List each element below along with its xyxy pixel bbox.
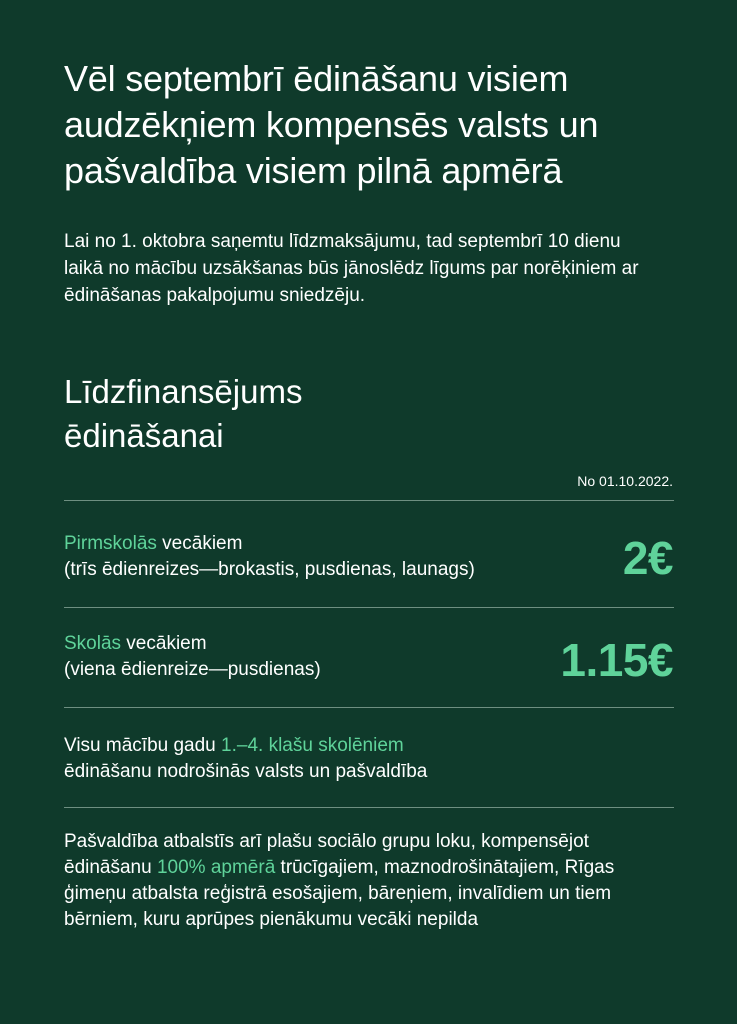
section-title: [64, 370, 564, 458]
section-title-line1: Līdzfinansējums: [64, 373, 303, 410]
state-paid-note: [64, 733, 674, 785]
social-suffix: trūcīgajiem, maznodrošinātajiem, Rīgas ģimeņu atbalsta reģistrā esošajiem, bāreņiem, invalīdiem un tiem bērniem, kuru aprūpes pienākumu vecāki nepilda: [64, 857, 615, 930]
school-detail: (viena ēdienreize—pusdienas): [64, 659, 321, 680]
divider: [64, 807, 674, 808]
divider: [64, 607, 674, 608]
social-support-note: [64, 829, 624, 933]
social-prefix: Pašvaldība atbalstīs arī plašu sociālo grupu loku, kompensējot ēdināšanu: [64, 831, 589, 878]
preschool-price: 2€: [622, 532, 673, 584]
preschool-detail: (trīs ēdienreizes—brokastis, pusdienas, launags): [64, 559, 475, 580]
school-label: Skolās: [64, 633, 122, 654]
effective-date: No 01.10.2022.: [577, 473, 673, 489]
state-paid-line2: ēdināšanu nodrošinās valsts un pašvaldība: [64, 761, 428, 782]
state-paid-prefix: Visu mācību gadu: [64, 735, 222, 756]
divider: [64, 500, 674, 501]
state-paid-highlight: 1.–4. klašu skolēniem: [221, 735, 404, 756]
preschool-label: Pirmskolās: [64, 533, 157, 554]
preschool-label-rest: vecākiem: [156, 533, 243, 554]
divider: [64, 707, 674, 708]
school-row-text: [64, 631, 584, 683]
intro-text: Lai no 1. oktobra saņemtu līdzmaksājumu, tad septembrī 10 dienu laikā no mācību uzsākšanas būs jānoslēdz līgums par norēķiniem ar ēdināšanas pakalpojumu sniedzēju.: [64, 231, 639, 306]
school-price: 1.15€: [560, 634, 673, 686]
headline: Vēl septembrī ēdināšanu visiem audzēkņiem kompensēs valsts un pašvaldība visiem pilnā apmērā: [64, 58, 599, 191]
social-highlight: 100% apmērā: [156, 857, 276, 878]
school-label-rest: vecākiem: [121, 633, 207, 654]
preschool-row-text: [64, 531, 584, 583]
section-title-line2: ēdināšanai: [64, 417, 224, 454]
